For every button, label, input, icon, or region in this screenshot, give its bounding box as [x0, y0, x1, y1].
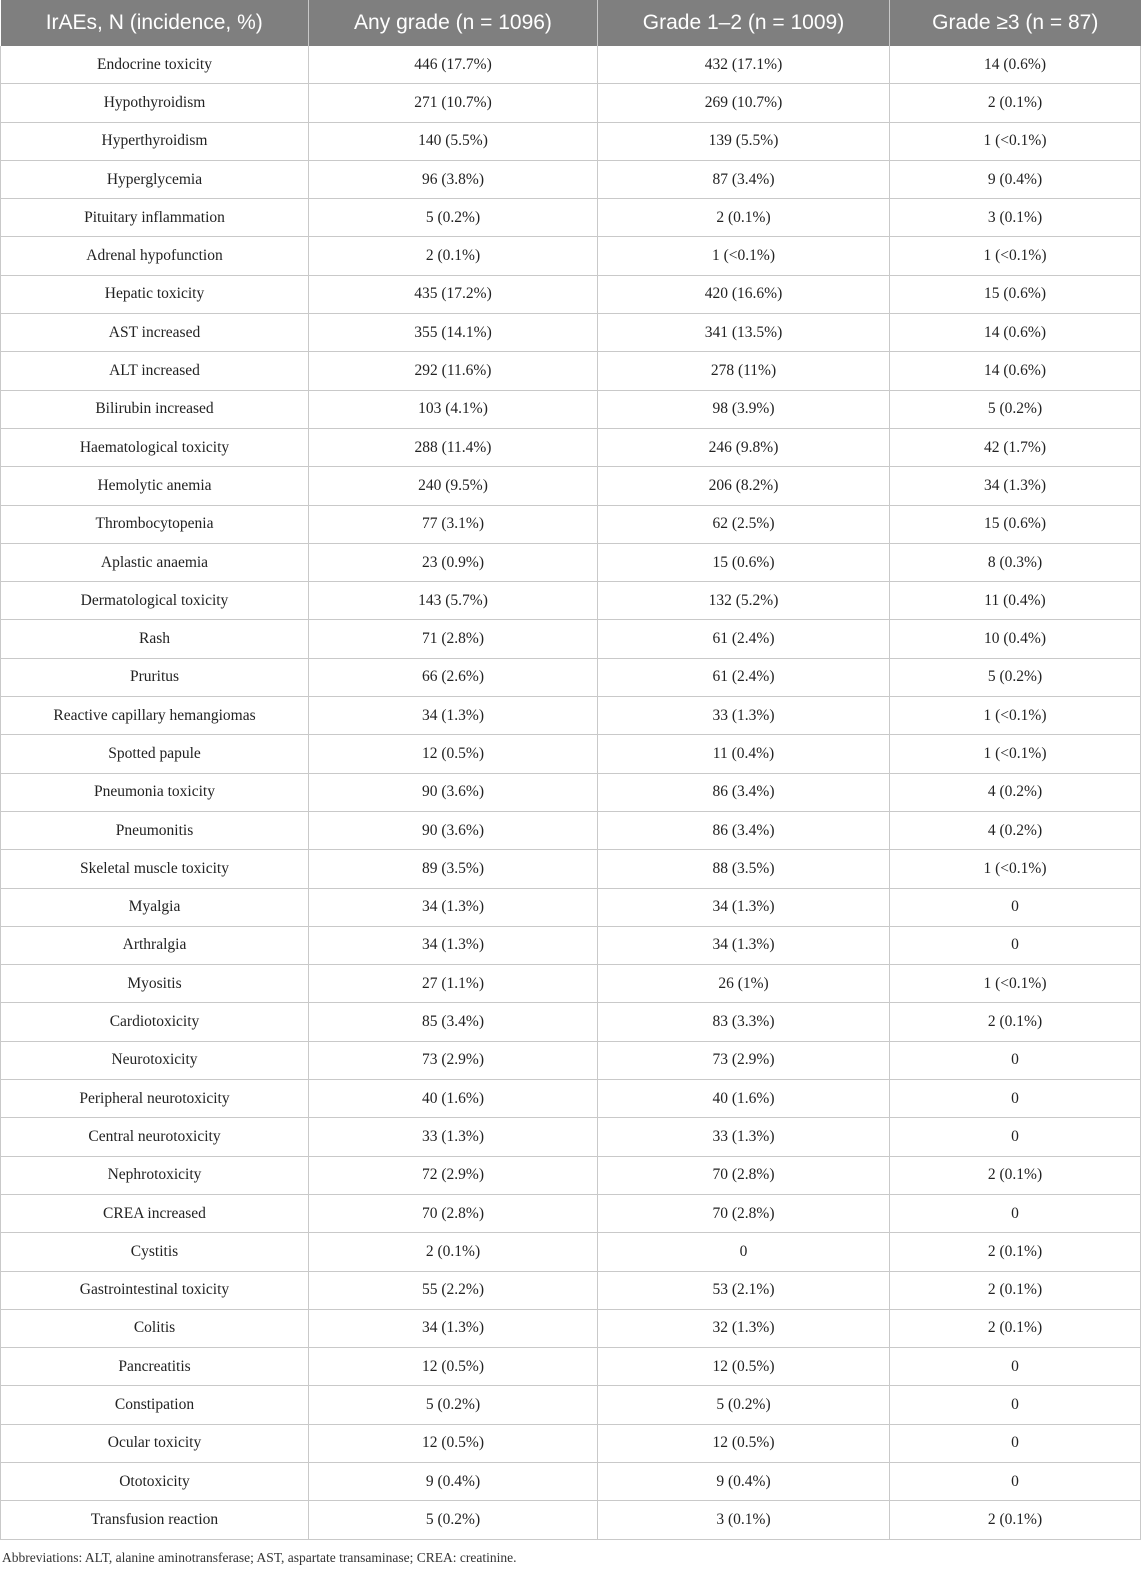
cell-grade-3-plus: 2 (0.1%) [890, 1156, 1141, 1194]
cell-any-grade: 90 (3.6%) [309, 811, 598, 849]
cell-grade-1-2: 33 (1.3%) [598, 697, 890, 735]
cell-any-grade: 90 (3.6%) [309, 773, 598, 811]
table-header-row [1, 0, 1141, 46]
cell-grade-1-2: 5 (0.2%) [598, 1386, 890, 1424]
cell-any-grade: 12 (0.5%) [309, 735, 598, 773]
cell-irae: Skeletal muscle toxicity [1, 850, 309, 888]
cell-irae: Endocrine toxicity [1, 46, 309, 84]
cell-grade-3-plus: 2 (0.1%) [890, 1271, 1141, 1309]
cell-grade-1-2: 40 (1.6%) [598, 1080, 890, 1118]
cell-any-grade: 77 (3.1%) [309, 505, 598, 543]
cell-grade-3-plus: 15 (0.6%) [890, 505, 1141, 543]
table-row [1, 1003, 1141, 1041]
cell-irae: Peripheral neurotoxicity [1, 1080, 309, 1118]
cell-grade-3-plus: 0 [890, 1194, 1141, 1232]
cell-irae: Arthralgia [1, 926, 309, 964]
cell-any-grade: 5 (0.2%) [309, 1386, 598, 1424]
cell-grade-3-plus: 10 (0.4%) [890, 620, 1141, 658]
cell-any-grade: 34 (1.3%) [309, 926, 598, 964]
cell-irae: Pneumonia toxicity [1, 773, 309, 811]
cell-any-grade: 5 (0.2%) [309, 1501, 598, 1539]
cell-any-grade: 89 (3.5%) [309, 850, 598, 888]
header-grade-3-plus: Grade ≥3 (n = 87) [890, 0, 1141, 46]
cell-grade-1-2: 61 (2.4%) [598, 620, 890, 658]
cell-irae: Haematological toxicity [1, 428, 309, 466]
cell-grade-1-2: 86 (3.4%) [598, 773, 890, 811]
header-any-grade: Any grade (n = 1096) [309, 0, 598, 46]
table-row [1, 1041, 1141, 1079]
cell-grade-3-plus: 11 (0.4%) [890, 582, 1141, 620]
cell-grade-1-2: 88 (3.5%) [598, 850, 890, 888]
cell-grade-3-plus: 15 (0.6%) [890, 275, 1141, 313]
cell-any-grade: 143 (5.7%) [309, 582, 598, 620]
cell-grade-1-2: 9 (0.4%) [598, 1462, 890, 1500]
cell-any-grade: 71 (2.8%) [309, 620, 598, 658]
cell-grade-3-plus: 5 (0.2%) [890, 658, 1141, 696]
cell-irae: Ocular toxicity [1, 1424, 309, 1462]
cell-irae: ALT increased [1, 352, 309, 390]
cell-grade-1-2: 432 (17.1%) [598, 46, 890, 84]
cell-grade-3-plus: 4 (0.2%) [890, 773, 1141, 811]
cell-any-grade: 40 (1.6%) [309, 1080, 598, 1118]
cell-any-grade: 271 (10.7%) [309, 84, 598, 122]
cell-irae: Pneumonitis [1, 811, 309, 849]
cell-grade-3-plus: 0 [890, 1424, 1141, 1462]
cell-grade-1-2: 0 [598, 1233, 890, 1271]
cell-irae: Myositis [1, 965, 309, 1003]
cell-irae: Hypothyroidism [1, 84, 309, 122]
cell-grade-1-2: 132 (5.2%) [598, 582, 890, 620]
table-row [1, 543, 1141, 581]
cell-irae: AST increased [1, 314, 309, 352]
table-row [1, 620, 1141, 658]
cell-grade-1-2: 98 (3.9%) [598, 390, 890, 428]
cell-irae: Constipation [1, 1386, 309, 1424]
cell-irae: Neurotoxicity [1, 1041, 309, 1079]
cell-any-grade: 72 (2.9%) [309, 1156, 598, 1194]
cell-grade-3-plus: 14 (0.6%) [890, 46, 1141, 84]
table-row [1, 582, 1141, 620]
cell-any-grade: 103 (4.1%) [309, 390, 598, 428]
cell-any-grade: 70 (2.8%) [309, 1194, 598, 1232]
cell-irae: Hyperglycemia [1, 160, 309, 198]
cell-any-grade: 73 (2.9%) [309, 1041, 598, 1079]
cell-grade-3-plus: 2 (0.1%) [890, 1003, 1141, 1041]
cell-grade-3-plus: 1 (<0.1%) [890, 122, 1141, 160]
table-row [1, 1080, 1141, 1118]
cell-any-grade: 27 (1.1%) [309, 965, 598, 1003]
cell-grade-1-2: 61 (2.4%) [598, 658, 890, 696]
cell-irae: Bilirubin increased [1, 390, 309, 428]
table-row [1, 390, 1141, 428]
cell-grade-1-2: 278 (11%) [598, 352, 890, 390]
table-row [1, 160, 1141, 198]
cell-grade-1-2: 2 (0.1%) [598, 199, 890, 237]
cell-any-grade: 2 (0.1%) [309, 1233, 598, 1271]
cell-irae: Transfusion reaction [1, 1501, 309, 1539]
cell-irae: Hemolytic anemia [1, 467, 309, 505]
cell-grade-3-plus: 0 [890, 888, 1141, 926]
cell-grade-1-2: 341 (13.5%) [598, 314, 890, 352]
cell-grade-1-2: 420 (16.6%) [598, 275, 890, 313]
table-row [1, 1156, 1141, 1194]
cell-any-grade: 240 (9.5%) [309, 467, 598, 505]
cell-any-grade: 12 (0.5%) [309, 1424, 598, 1462]
cell-irae: Spotted papule [1, 735, 309, 773]
cell-irae: CREA increased [1, 1194, 309, 1232]
table-row [1, 84, 1141, 122]
cell-grade-1-2: 139 (5.5%) [598, 122, 890, 160]
table-row [1, 735, 1141, 773]
cell-grade-3-plus: 1 (<0.1%) [890, 965, 1141, 1003]
cell-grade-1-2: 34 (1.3%) [598, 926, 890, 964]
table-body [1, 46, 1141, 1539]
table-row [1, 658, 1141, 696]
table-row [1, 428, 1141, 466]
cell-irae: Hepatic toxicity [1, 275, 309, 313]
cell-irae: Gastrointestinal toxicity [1, 1271, 309, 1309]
table-row [1, 1386, 1141, 1424]
table-row [1, 237, 1141, 275]
cell-grade-1-2: 12 (0.5%) [598, 1348, 890, 1386]
cell-grade-3-plus: 0 [890, 926, 1141, 964]
cell-grade-3-plus: 9 (0.4%) [890, 160, 1141, 198]
cell-irae: Pruritus [1, 658, 309, 696]
cell-grade-3-plus: 42 (1.7%) [890, 428, 1141, 466]
cell-any-grade: 140 (5.5%) [309, 122, 598, 160]
cell-grade-1-2: 26 (1%) [598, 965, 890, 1003]
table-row [1, 1233, 1141, 1271]
cell-any-grade: 85 (3.4%) [309, 1003, 598, 1041]
cell-grade-1-2: 87 (3.4%) [598, 160, 890, 198]
table-row [1, 1348, 1141, 1386]
cell-any-grade: 12 (0.5%) [309, 1348, 598, 1386]
table-row [1, 275, 1141, 313]
cell-irae: Thrombocytopenia [1, 505, 309, 543]
cell-grade-1-2: 15 (0.6%) [598, 543, 890, 581]
cell-grade-3-plus: 0 [890, 1041, 1141, 1079]
cell-any-grade: 446 (17.7%) [309, 46, 598, 84]
table-row [1, 697, 1141, 735]
table-row [1, 965, 1141, 1003]
table-row [1, 773, 1141, 811]
cell-irae: Myalgia [1, 888, 309, 926]
cell-grade-1-2: 83 (3.3%) [598, 1003, 890, 1041]
cell-grade-1-2: 33 (1.3%) [598, 1118, 890, 1156]
cell-irae: Cystitis [1, 1233, 309, 1271]
cell-grade-3-plus: 34 (1.3%) [890, 467, 1141, 505]
table-row [1, 888, 1141, 926]
cell-grade-3-plus: 2 (0.1%) [890, 84, 1141, 122]
table-row [1, 122, 1141, 160]
table-row [1, 1501, 1141, 1539]
cell-grade-3-plus: 1 (<0.1%) [890, 850, 1141, 888]
table-row [1, 505, 1141, 543]
cell-irae: Rash [1, 620, 309, 658]
cell-grade-3-plus: 0 [890, 1348, 1141, 1386]
cell-any-grade: 33 (1.3%) [309, 1118, 598, 1156]
cell-grade-3-plus: 2 (0.1%) [890, 1233, 1141, 1271]
cell-any-grade: 66 (2.6%) [309, 658, 598, 696]
cell-grade-1-2: 246 (9.8%) [598, 428, 890, 466]
cell-grade-3-plus: 2 (0.1%) [890, 1501, 1141, 1539]
cell-irae: Dermatological toxicity [1, 582, 309, 620]
cell-irae: Nephrotoxicity [1, 1156, 309, 1194]
cell-any-grade: 435 (17.2%) [309, 275, 598, 313]
cell-grade-3-plus: 1 (<0.1%) [890, 697, 1141, 735]
table-row [1, 1194, 1141, 1232]
cell-any-grade: 292 (11.6%) [309, 352, 598, 390]
table-row [1, 1462, 1141, 1500]
header-grade-1-2: Grade 1–2 (n = 1009) [598, 0, 890, 46]
cell-irae: Adrenal hypofunction [1, 237, 309, 275]
cell-grade-1-2: 11 (0.4%) [598, 735, 890, 773]
cell-grade-3-plus: 14 (0.6%) [890, 352, 1141, 390]
cell-grade-3-plus: 4 (0.2%) [890, 811, 1141, 849]
cell-any-grade: 9 (0.4%) [309, 1462, 598, 1500]
table-row [1, 1271, 1141, 1309]
cell-any-grade: 355 (14.1%) [309, 314, 598, 352]
cell-grade-3-plus: 8 (0.3%) [890, 543, 1141, 581]
cell-irae: Pituitary inflammation [1, 199, 309, 237]
table-row [1, 850, 1141, 888]
cell-grade-1-2: 269 (10.7%) [598, 84, 890, 122]
cell-irae: Colitis [1, 1309, 309, 1347]
table-row [1, 199, 1141, 237]
cell-any-grade: 34 (1.3%) [309, 888, 598, 926]
cell-grade-1-2: 12 (0.5%) [598, 1424, 890, 1462]
cell-any-grade: 34 (1.3%) [309, 1309, 598, 1347]
cell-grade-3-plus: 2 (0.1%) [890, 1309, 1141, 1347]
table-row [1, 314, 1141, 352]
cell-grade-3-plus: 1 (<0.1%) [890, 735, 1141, 773]
table-row [1, 1118, 1141, 1156]
cell-any-grade: 96 (3.8%) [309, 160, 598, 198]
cell-grade-1-2: 3 (0.1%) [598, 1501, 890, 1539]
cell-grade-3-plus: 0 [890, 1462, 1141, 1500]
header-irae: IrAEs, N (incidence, %) [1, 0, 309, 46]
cell-any-grade: 55 (2.2%) [309, 1271, 598, 1309]
cell-grade-1-2: 86 (3.4%) [598, 811, 890, 849]
cell-grade-1-2: 62 (2.5%) [598, 505, 890, 543]
cell-any-grade: 34 (1.3%) [309, 697, 598, 735]
cell-grade-3-plus: 14 (0.6%) [890, 314, 1141, 352]
cell-grade-1-2: 34 (1.3%) [598, 888, 890, 926]
cell-grade-1-2: 70 (2.8%) [598, 1156, 890, 1194]
cell-grade-3-plus: 3 (0.1%) [890, 199, 1141, 237]
cell-grade-1-2: 206 (8.2%) [598, 467, 890, 505]
cell-grade-3-plus: 5 (0.2%) [890, 390, 1141, 428]
cell-grade-3-plus: 0 [890, 1386, 1141, 1424]
cell-irae: Central neurotoxicity [1, 1118, 309, 1156]
cell-any-grade: 2 (0.1%) [309, 237, 598, 275]
cell-irae: Reactive capillary hemangiomas [1, 697, 309, 735]
cell-irae: Cardiotoxicity [1, 1003, 309, 1041]
table-row [1, 811, 1141, 849]
cell-grade-3-plus: 0 [890, 1118, 1141, 1156]
cell-grade-1-2: 53 (2.1%) [598, 1271, 890, 1309]
cell-irae: Pancreatitis [1, 1348, 309, 1386]
table-row [1, 1309, 1141, 1347]
cell-irae: Hyperthyroidism [1, 122, 309, 160]
cell-any-grade: 288 (11.4%) [309, 428, 598, 466]
cell-any-grade: 5 (0.2%) [309, 199, 598, 237]
cell-grade-1-2: 73 (2.9%) [598, 1041, 890, 1079]
cell-irae: Aplastic anaemia [1, 543, 309, 581]
cell-grade-3-plus: 0 [890, 1080, 1141, 1118]
table-row [1, 1424, 1141, 1462]
cell-grade-3-plus: 1 (<0.1%) [890, 237, 1141, 275]
footnote: Abbreviations: ALT, alanine aminotransferase; AST, aspartate transaminase; CREA: creatinine. [2, 1550, 517, 1565]
cell-grade-1-2: 1 (<0.1%) [598, 237, 890, 275]
table-row [1, 467, 1141, 505]
cell-any-grade: 23 (0.9%) [309, 543, 598, 581]
table-row [1, 352, 1141, 390]
table-row [1, 926, 1141, 964]
cell-irae: Ototoxicity [1, 1462, 309, 1500]
cell-grade-1-2: 70 (2.8%) [598, 1194, 890, 1232]
table-row [1, 46, 1141, 84]
cell-grade-1-2: 32 (1.3%) [598, 1309, 890, 1347]
